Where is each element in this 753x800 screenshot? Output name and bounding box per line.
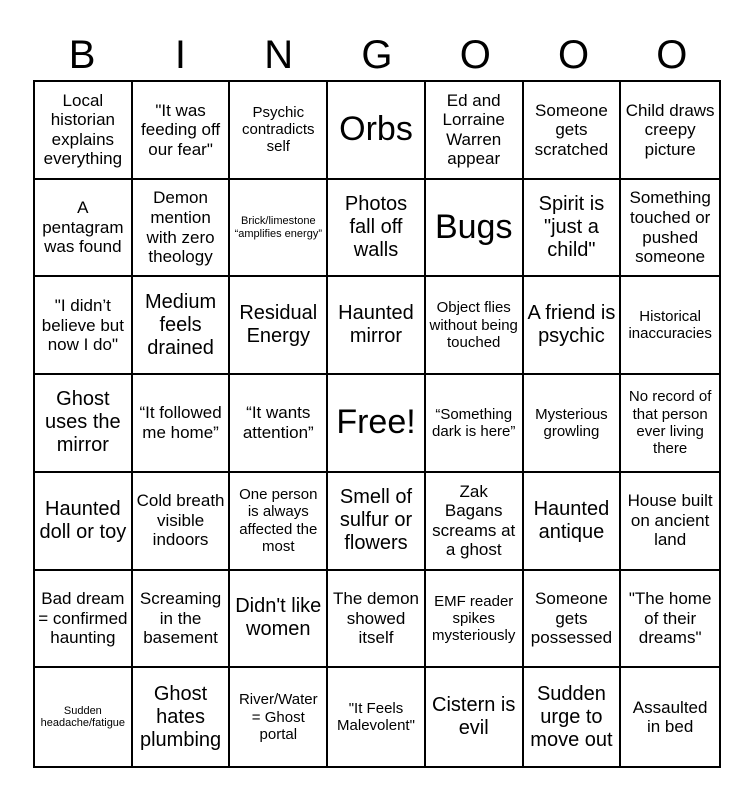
bingo-cell[interactable]: Demon mention with zero theology	[133, 180, 231, 278]
bingo-cell[interactable]: Someone gets scratched	[524, 82, 622, 180]
bingo-cell[interactable]: Zak Bagans screams at a ghost	[426, 473, 524, 571]
header-letter-o1: O	[459, 32, 491, 77]
header-letter-b: B	[68, 32, 96, 77]
bingo-cell[interactable]: The demon showed itself	[328, 571, 426, 669]
bingo-cell[interactable]: "The home of their dreams"	[621, 571, 719, 669]
bingo-cell[interactable]: Didn't like women	[230, 571, 328, 669]
bingo-cell[interactable]: A pentagram was found	[35, 180, 133, 278]
free-space-cell[interactable]: Free!	[328, 375, 426, 473]
bingo-cell[interactable]: Haunted antique	[524, 473, 622, 571]
bingo-cell[interactable]: One person is always affected the most	[230, 473, 328, 571]
bingo-cell[interactable]: “It followed me home”	[133, 375, 231, 473]
bingo-cell[interactable]: No record of that person ever living there	[621, 375, 719, 473]
bingo-cell[interactable]: Something touched or pushed someone	[621, 180, 719, 278]
bingo-cell[interactable]: Cold breath visible indoors	[133, 473, 231, 571]
bingo-cell[interactable]: Ghost hates plumbing	[133, 668, 231, 766]
bingo-cell[interactable]: Sudden headache/fatigue	[35, 668, 133, 766]
bingo-cell[interactable]: Smell of sulfur or flowers	[328, 473, 426, 571]
bingo-header	[33, 30, 721, 80]
bingo-cell[interactable]: River/Water = Ghost portal	[230, 668, 328, 766]
bingo-cell[interactable]: Orbs	[328, 82, 426, 180]
bingo-cell[interactable]: Ghost uses the mirror	[35, 375, 133, 473]
bingo-cell[interactable]: Assaulted in bed	[632, 697, 708, 737]
bingo-cell[interactable]: Screaming in the basement	[133, 571, 231, 669]
bingo-cell[interactable]: Bad dream = confirmed haunting	[35, 571, 133, 669]
bingo-cell[interactable]: "It Feels Malevolent"	[328, 668, 426, 766]
bingo-cell[interactable]: Historical inaccuracies	[621, 277, 719, 375]
bingo-cell[interactable]: “Something dark is here”	[426, 375, 524, 473]
bingo-cell[interactable]: "It was feeding off our fear"	[133, 82, 231, 180]
header-letter-g: G	[361, 32, 393, 77]
bingo-cell[interactable]: Cistern is evil	[426, 668, 524, 766]
bingo-board	[33, 80, 721, 768]
bingo-cell[interactable]: “It wants attention”	[230, 375, 328, 473]
bingo-cell[interactable]: Object flies without being touched	[426, 277, 524, 375]
bingo-cell[interactable]: Haunted doll or toy	[35, 473, 133, 571]
header-letter-n: N	[264, 32, 294, 77]
bingo-cell[interactable]: Psychic contradicts self	[230, 82, 328, 180]
header-letter-i: I	[174, 32, 186, 77]
bingo-cell[interactable]: Ed and Lorraine Warren appear	[426, 82, 524, 180]
header-letter-o2: O	[558, 32, 590, 77]
bingo-cell[interactable]: Bugs	[426, 180, 524, 278]
bingo-cell[interactable]: Photos fall off walls	[328, 180, 426, 278]
bingo-cell[interactable]: Brick/limestone “amplifies energy”	[230, 180, 328, 278]
bingo-cell[interactable]: Spirit is "just a child"	[524, 180, 622, 278]
bingo-cell[interactable]: Someone gets possessed	[524, 571, 622, 669]
bingo-cell[interactable]: EMF reader spikes mysteriously	[426, 571, 524, 669]
bingo-cell[interactable]: "I didn’t believe but now I do"	[35, 277, 133, 375]
header-letter-o3: O	[656, 32, 688, 77]
bingo-cell[interactable]: Sudden urge to move out	[524, 668, 622, 766]
bingo-cell[interactable]: Child draws creepy picture	[621, 82, 719, 180]
bingo-cell[interactable]: Haunted mirror	[328, 277, 426, 375]
bingo-cell[interactable]: Medium feels drained	[133, 277, 231, 375]
bingo-cell[interactable]: Residual Energy	[230, 277, 328, 375]
bingo-cell[interactable]: A friend is psychic	[524, 277, 622, 375]
bingo-cell[interactable]: Local historian explains everything	[35, 82, 133, 180]
bingo-cell[interactable]: House built on ancient land	[621, 473, 719, 571]
bingo-cell[interactable]: Mysterious growling	[524, 375, 622, 473]
